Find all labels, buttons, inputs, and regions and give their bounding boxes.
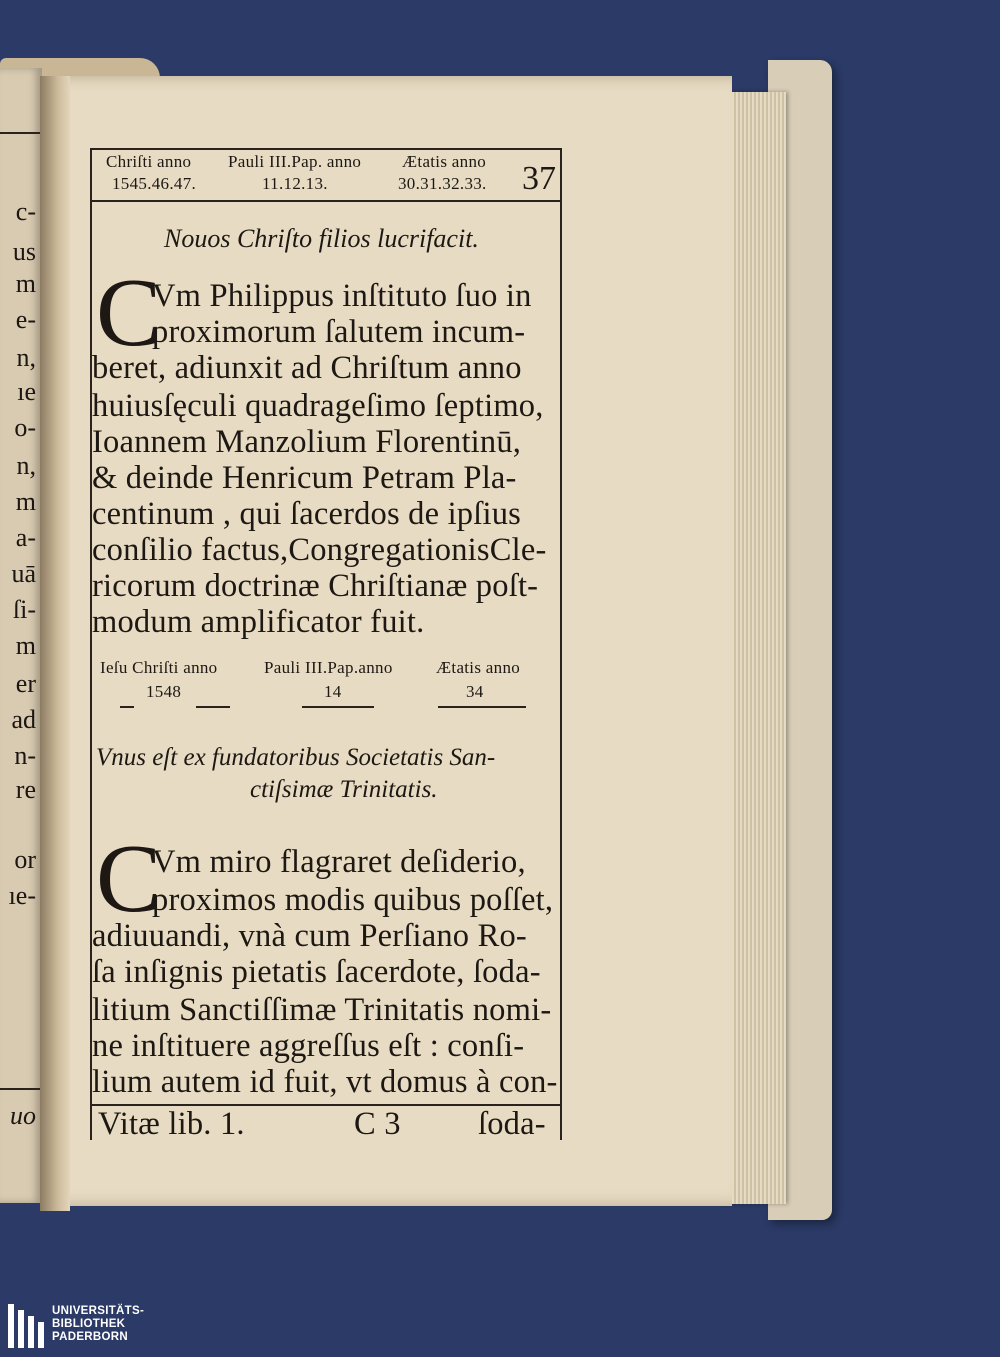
left-page-catchword: uo [10,1101,36,1130]
page-number: 37 [522,160,556,197]
section2-line: ſa inſignis pietatis ſacerdote, ſoda- [92,954,541,990]
library-logo-line2: BIBLIOTHEK [52,1318,126,1330]
left-page-fragment: uā [11,559,36,588]
left-page-fragment: m [15,487,36,516]
frame-top-rule [90,148,562,150]
section2-heading-line2: ctiſsimæ Trinitatis. [250,776,438,803]
section1-line: ricorum doctrinæ Chriſtianæ poſt- [92,568,539,604]
library-logo-icon [8,1304,48,1348]
header2-dash [302,706,374,708]
section1-dropcap: C [96,259,162,367]
section1-line: conſilio factus,CongregationisCle- [92,532,547,568]
left-page-fragment: n- [14,741,36,770]
left-page-fragment: n, [16,451,36,480]
left-page-fragment: m [15,269,36,298]
left-page-fragment: o- [14,413,36,442]
footer-signature: C 3 [354,1106,401,1142]
header2-col3-value: 34 [466,682,484,701]
left-page [0,68,42,1203]
left-page-fragment: ıe- [8,881,36,910]
section1-line: modum amplificator fuit. [92,604,425,640]
header2-dash [196,706,230,708]
section1-heading: Nouos Chriſto filios lucrifacit. [164,224,479,253]
left-page-bottom-rule [0,1088,42,1090]
section1-line: Ioannem Manzolium Florentinū, [92,424,522,460]
header1-col3-title: Ætatis anno [402,152,487,171]
section1-line: Vm Philippus inſtituto ſuo in [152,278,532,314]
header2-col2-value: 14 [324,682,342,701]
section1-line: proximorum ſalutem incum- [152,314,526,350]
section2-line: Vm miro flagraret deſiderio, [152,844,526,880]
header1-col2-title: Pauli III.Pap. anno [228,152,362,171]
section2-line: ne inſtituere aggreſſus eſt : conſi- [92,1028,525,1064]
left-page-fragment: a- [15,523,36,552]
header1-col3-value: 30.31.32.33. [398,174,487,193]
section1-line: centinum , qui ſacerdos de ipſius [92,496,522,532]
left-page-fragment: ſi- [12,595,36,624]
left-page-fragment: ad [11,705,36,734]
book-gutter [40,76,70,1211]
left-page-fragment: c- [15,197,36,226]
section1-line: & deinde Henricum Petram Pla- [92,460,517,496]
section2-line: litium Sanctiſſimæ Trinitatis nomi- [92,992,552,1028]
header1-col1-value: 1545.46.47. [112,174,197,193]
left-page-fragment: ıe [17,377,36,406]
library-logo-line1: UNIVERSITÄTS- [52,1305,145,1317]
left-page-top-rule [0,132,42,134]
section1-line: huiusſęculi quadrageſimo ſeptimo, [92,388,544,424]
left-page-fragment: us [12,237,36,266]
left-page-fragment: n, [16,343,36,372]
header2-col3-title: Ætatis anno [436,658,521,677]
library-logo-line3: PADERBORN [52,1331,128,1343]
left-page-fragment: er [15,669,36,698]
header2-dash [438,706,526,708]
footer-running-title: Vitæ lib. 1. [98,1106,245,1142]
header2-dash [120,706,134,708]
section1-line: beret, adiunxit ad Chriſtum anno [92,350,522,386]
header2-col1-value: 1548 [146,682,182,701]
left-page-fragment: e- [15,305,36,334]
section2-heading-line1: Vnus eſt ex fundatoribus Societatis San- [96,744,496,771]
left-page-fragment: re [15,775,36,804]
header2-col2-title: Pauli III.Pap.anno [264,658,393,677]
left-page-fragment: or [14,845,36,874]
section2-dropcap: C [96,825,162,933]
header2-col1-title: Ieſu Chriſti anno [100,658,218,677]
header-bottom-rule [90,200,562,202]
section2-line: adiuuandi, vnà cum Perſiano Ro- [92,918,527,954]
header1-col2-value: 11.12.13. [262,174,328,193]
left-page-fragment: m [15,631,36,660]
header1-col1-title: Chriſti anno [106,152,192,171]
footer-catchword: ſoda- [478,1106,546,1142]
library-logo-text [52,1305,144,1344]
section2-line: lium autem id fuit, vt domus à con- [92,1064,558,1100]
section2-line: proximos modis quibus poſſet, [152,882,554,918]
frame-right-rule [560,150,562,1140]
